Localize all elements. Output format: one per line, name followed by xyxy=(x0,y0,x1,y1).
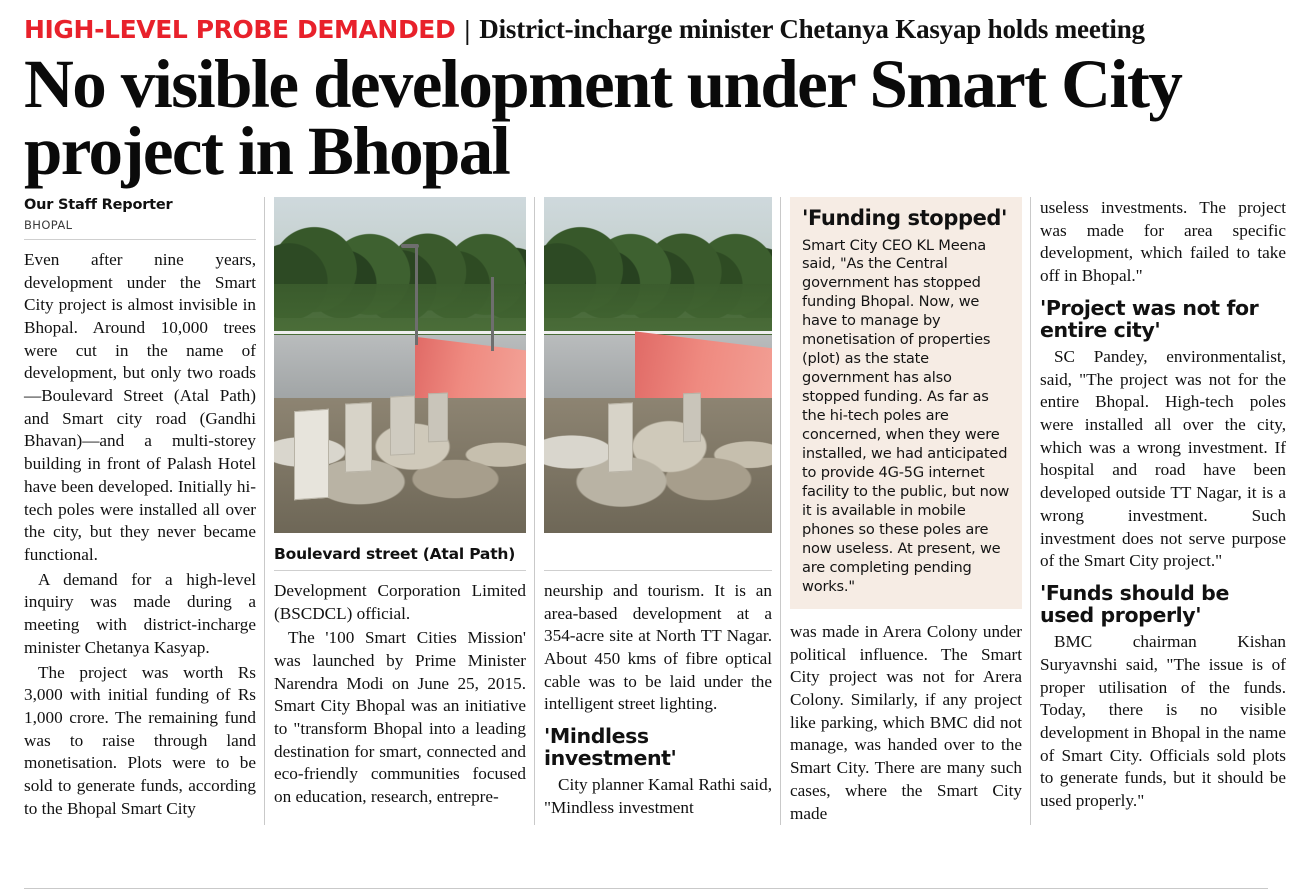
photo-continuation-spacer xyxy=(544,197,772,533)
column-2 xyxy=(274,197,526,825)
sidebar-box-text: Smart City CEO KL Meena said, "As the Central government has stopped funding Bhopal. Now, we have to manage by monetisation of properties (plot) as the state government has also stopped funding. As far as the hi-tech poles are concerned, when they were installed, we had anticipated to provide 4G-5G internet facility to the public, but now it is available in mobile phones so these poles are now useless. At present, we are completing pending works." xyxy=(802,236,1010,595)
kicker-separator: | xyxy=(464,15,471,45)
page-title: No visible development under Smart City project in Bhopal xyxy=(24,46,1182,189)
kicker-black-text: District-incharge minister Chetanya Kasyap holds meeting xyxy=(479,14,1145,44)
photo-kerb-stone xyxy=(683,393,701,443)
paragraph: The '100 Smart Cities Mission' was launched by Prime Minister Narendra Modi on June 25, 2015. Smart City Bhopal was an initiative to "transform Bhopal into a leading destination for smart, connected and eco-friendly communities focused on education, research, entrepre- xyxy=(274,628,526,807)
paragraph: The project was worth Rs 3,000 with initial funding of Rs 1,000 crore. The remaining fund was to raise through land monetisation. Plots were to be sold to generate funds, according to the Bhopal Smart City xyxy=(24,662,256,818)
column-1 xyxy=(24,197,256,825)
subheading-mindless-investment: 'Mindless investment' xyxy=(544,724,677,771)
photo-road-edge xyxy=(274,331,526,334)
photo-kerb-stone xyxy=(345,402,372,473)
photo-image-right-half xyxy=(544,197,772,533)
photo-street-light-pole xyxy=(415,244,418,345)
paragraph: was made in Arera Colony under political influence. The Smart City project was not for Arera Colony. Similarly, if any project like parking, which BMC did not manage, was handed over to the Smart City. There are many such cases, where the Smart City made xyxy=(790,621,1022,823)
photo-treeline-secondary xyxy=(274,284,526,338)
kicker-line xyxy=(24,14,1268,45)
paragraph: Development Corporation Limited (BSCDCL) official. xyxy=(274,580,526,623)
photo-treeline-secondary xyxy=(544,284,772,338)
article-photo xyxy=(274,197,526,533)
photo-kerb-stone xyxy=(390,396,415,456)
photo-kerb-stone xyxy=(294,409,329,501)
article-columns xyxy=(24,196,1286,825)
photo-image xyxy=(274,197,526,533)
paragraph: neurship and tourism. It is an area-based development at a 354-acre site at North TT Nagar. About 450 kms of fibre optical cable was to be laid under the intelligent street lighting. xyxy=(544,580,772,714)
paragraph: SC Pandey, environmentalist, said, "The project was not for the entire Bhopal. High-tech poles were installed all over the city, which was a wrong investment. If hospital and road have been developed outside TT Nagar, it is a wrong investment. Such investment does not serve purpose of the Smart City project." xyxy=(1040,346,1286,571)
column-4 xyxy=(790,197,1022,825)
dateline: BHOPAL xyxy=(24,218,256,240)
subheading-project-not-for-entire-city: 'Project was not for entire city' xyxy=(1040,295,1259,342)
paragraph: useless investments. The project was made for area specific development, which failed to take off in Bhopal." xyxy=(1040,197,1286,285)
column-5 xyxy=(1040,197,1286,825)
paragraph: City planner Kamal Rathi said, "Mindless investment xyxy=(544,775,772,818)
photo-rubble xyxy=(544,398,772,532)
kicker-red-text: HIGH-LEVEL PROBE DEMANDED xyxy=(24,15,456,44)
photo-caption: Boulevard street (Atal Path) xyxy=(274,539,526,571)
bottom-divider xyxy=(24,888,1268,889)
paragraph: A demand for a high-level inquiry was made during a meeting with district-incharge minister Chetanya Kasyap. xyxy=(24,569,256,657)
paragraph: Even after nine years, development under the Smart City project is almost invisible in Bhopal. Around 10,000 trees were cut in the name of development, but only two roads—Boulevard Street (Atal Path) and Smart city road (Gandhi Bhavan)—and a multi-storey building in front of Palash Hotel have been developed. Initially hi-tech poles were installed all over the city, but they never became functional. xyxy=(24,249,256,564)
subheading-funds-should-be-used-properly: 'Funds should be used properly' xyxy=(1040,580,1229,628)
sidebar-box-title: 'Funding stopped' xyxy=(802,205,1008,230)
column-3 xyxy=(544,197,772,825)
photo-street-light-pole xyxy=(491,277,494,351)
photo-kerb-stone xyxy=(428,393,448,443)
photo-kerb-stone xyxy=(608,403,633,473)
paragraph: BMC chairman Kishan Suryavnshi said, "The issue is of proper utilisation of the funds. Today, there is no visible development in Bhopal in the name of Smart City. Officials sold plots to generate funds, but it should be used properly." xyxy=(1040,632,1286,811)
byline: Our Staff Reporter xyxy=(24,196,173,213)
caption-spacer xyxy=(544,539,772,571)
sidebar-box-funding-stopped xyxy=(790,197,1022,609)
